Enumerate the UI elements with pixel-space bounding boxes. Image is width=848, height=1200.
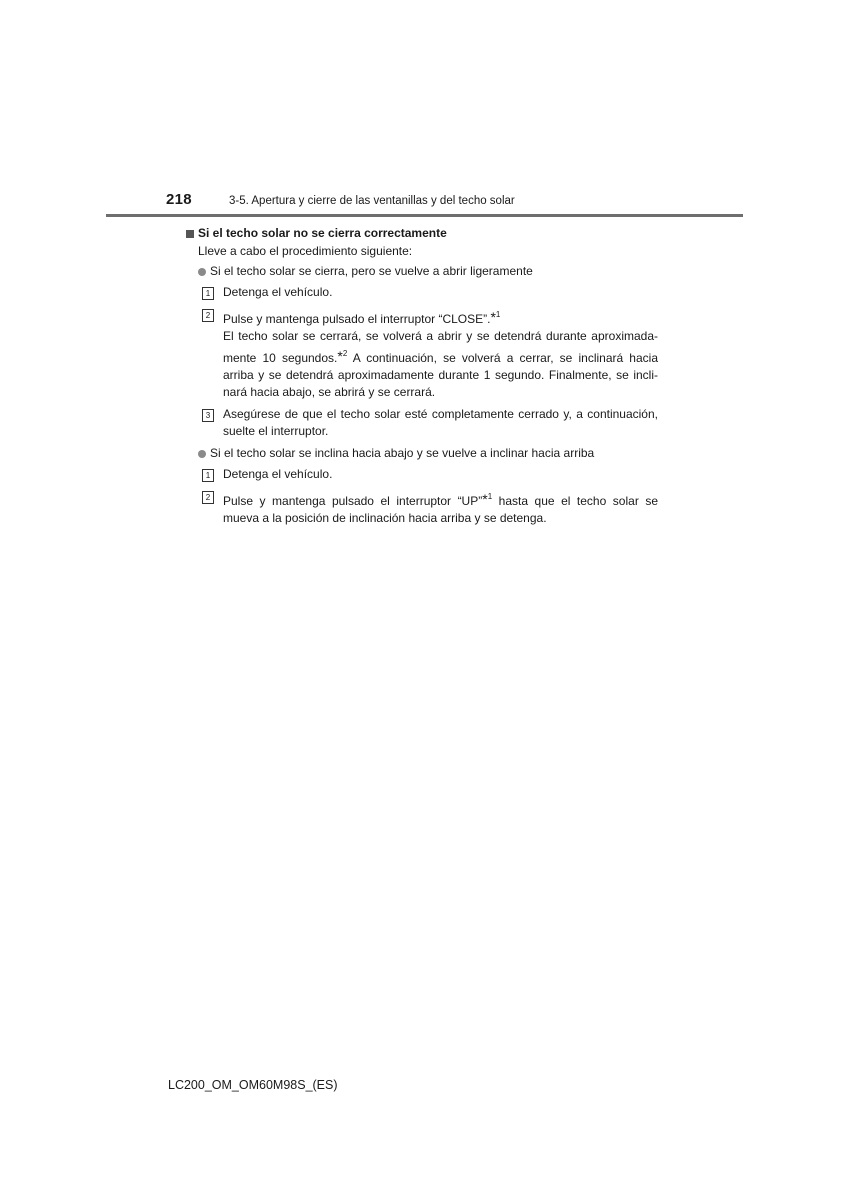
step-text: Asegúrese de que el techo solar esté completamente cerrado y, a continuación, suelte el interruptor. [223,407,658,438]
step-text: Detenga el vehículo. [223,467,333,481]
step-number-badge: 2 [202,309,214,322]
step-description-a: El techo solar se cerrará, se volverá a abrir y se detendrá durante aproximada-mente 10 segundos. [223,329,658,365]
step-text-b: hasta que el techo solar se mueva a la posición de inclinación hacia arriba y se detenga. [223,494,659,525]
intro-text: Lleve a cabo el procedimiento siguiente: [198,244,413,258]
footnote-marker [337,348,347,364]
footnote-marker [490,309,500,325]
step-text [223,306,658,328]
section-heading-text: Si el techo solar no se cierra correctamente [198,226,447,240]
case-2-step-1 [202,466,658,483]
note-number: 1 [487,492,493,501]
case-2-title-text: Si el techo solar se inclina hacia abajo y se vuelve a inclinar hacia arriba [210,446,595,460]
square-bullet-icon [186,230,194,238]
header-rule [106,214,743,217]
note-number: 1 [495,310,501,319]
step-description [223,328,658,401]
case-1-step-2 [202,306,658,401]
step-text-a: Pulse y mantenga pulsado el interruptor “UP” [223,494,483,508]
case-1-step-1 [202,284,658,301]
step-description-b: A continuación, se volverá a cerrar, se inclinará hacia arriba y se detendrá aproximadamente durante 1 segundo. Finalmente, se incli-nará hacia abajo, se abrirá y se cerrará. [223,351,658,399]
step-text [223,488,658,527]
footer-doc-code: LC200_OM_OM60M98S_(ES) [168,1078,338,1092]
case-1-title-text: Si el techo solar se cierra, pero se vuelve a abrir ligeramente [210,264,533,278]
step-number-badge: 3 [202,409,214,422]
case-1-title [198,263,658,280]
content-section [186,225,658,532]
chapter-title: 3-5. Apertura y cierre de las ventanillas y del techo solar [229,195,515,207]
footnote-marker [482,491,492,507]
section-heading [186,225,658,242]
circle-bullet-icon [198,268,206,276]
case-2-title [198,445,658,462]
note-number: 2 [342,349,348,358]
circle-bullet-icon [198,450,206,458]
page-number: 218 [166,191,192,208]
note-asterisk: * [482,491,488,507]
step-number-badge: 1 [202,469,214,482]
case-1-step-3 [202,406,658,440]
case-2-step-2 [202,488,658,527]
step-number-badge: 2 [202,491,214,504]
note-asterisk: * [337,348,343,364]
step-number-badge: 1 [202,287,214,300]
note-asterisk: * [490,309,496,325]
step-text-main: Pulse y mantenga pulsado el interruptor “CLOSE”. [223,312,491,326]
step-text: Detenga el vehículo. [223,285,333,299]
